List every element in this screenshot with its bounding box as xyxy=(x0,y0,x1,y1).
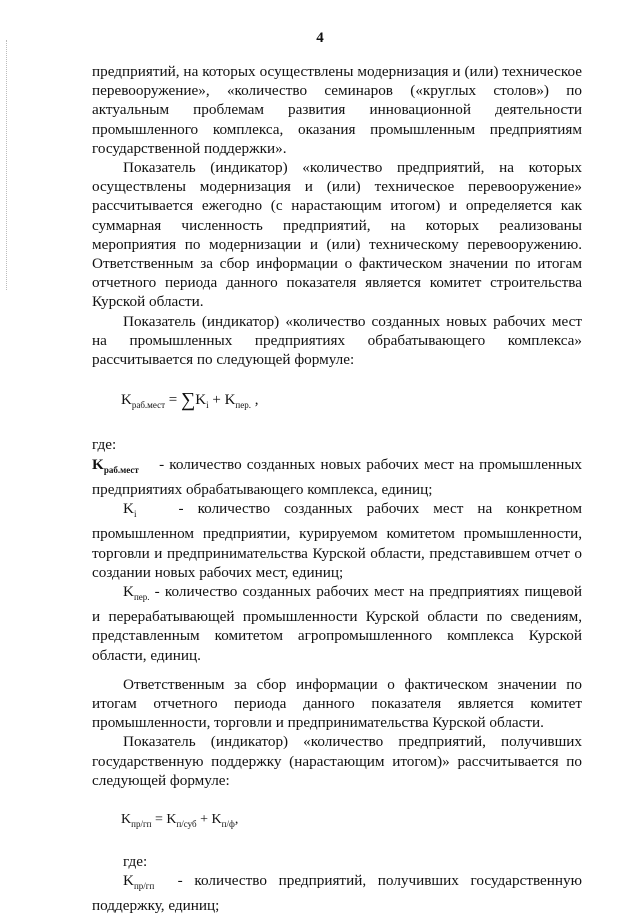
paragraph-continuation: предприятий, на которых осуществлены модернизация и (или) техническое перевооружение», «количество семинаров («круглых столов») по актуальным проблемам развития инновационной деятельности промышленного комплекса, оказания промышленным предприятиям государственной поддержки». xyxy=(92,63,582,157)
symbol-k-per: $K_{пер.}$ xyxy=(224,392,251,411)
margin-marks xyxy=(6,40,9,290)
definition-k-prgp: $K_{пр/гп}$ - количество предприятий, получивших государственную поддержку, единиц; xyxy=(92,872,582,915)
document-body xyxy=(92,62,582,916)
definition-k-per: $K_{пер.}$ - количество созданных рабочих мест на предприятиях пищевой и перерабатывающей промышленности Курской области по сведениям, представленным комитетом агропромышленного комплекса Курской области, единиц. xyxy=(92,582,583,664)
paragraph-support-indicator: Показатель (индикатор) «количество предприятий, получивших государственную поддержку (нарастающим итогом)» рассчитывается по следующей формуле: xyxy=(92,733,582,789)
where-label-2: где: xyxy=(123,853,148,870)
paragraph-jobs-indicator: Показатель (индикатор) «количество созданных новых рабочих мест на промышленных предприятиях обрабатывающего комплекса» рассчитывается по следующей формуле: xyxy=(92,312,582,369)
symbol-k-i: $K_i$ xyxy=(195,392,209,411)
symbol-k-rab: $K_{раб.мест}$ xyxy=(121,392,166,411)
page-number: 4 xyxy=(316,30,324,46)
definition-k-rab: $K_{раб.мест}$ - количество созданных новых рабочих мест на промышленных предприятиях обрабатывающего комплекса, единиц; xyxy=(92,455,583,498)
formula-jobs: $K_{раб.мест} = \sum K_i + K_{пер.}$ , xyxy=(121,389,259,412)
paragraph-responsible: Ответственным за сбор информации о фактическом значении по итогам отчетного периода данного показателя является комитет промышленности, торговли и предпринимательства Курской области. xyxy=(92,675,582,732)
sum-sign: ∑ xyxy=(180,389,196,412)
paragraph-modernization-indicator: Показатель (индикатор) «количество предприятий, на которых осуществлены модернизация и (или) техническое перевооружение» рассчитывается ежегодно (с нарастающим итогом) и определяется как суммарная численность предприятий, на которых реализованы мероприятия по модернизации и (или) техническому перевооружению. Ответственным за сбор информации о фактическом значении по итогам отчетного периода данного показателя является комитет строительства Курской области. xyxy=(92,159,582,311)
symbol-k-pf: $K_{п/ф}$ xyxy=(211,812,235,829)
definition-k-i: $K_i$ - количество созданных рабочих мест на конкретном промышленном предприятии, курируемом комитетом промышленности, торговли и предпринимательства Курской области, представившем отчет о создании новых рабочих мест, единиц; xyxy=(92,500,582,581)
symbol-k-prgp: $K_{пр/гп}$ xyxy=(121,812,152,829)
symbol-k-psub: $K_{п/суб}$ xyxy=(166,812,197,829)
where-label: где: xyxy=(92,436,117,454)
formula-support: $K_{пр/гп} = K_{п/суб} + K_{п/ф}$, xyxy=(121,812,239,829)
